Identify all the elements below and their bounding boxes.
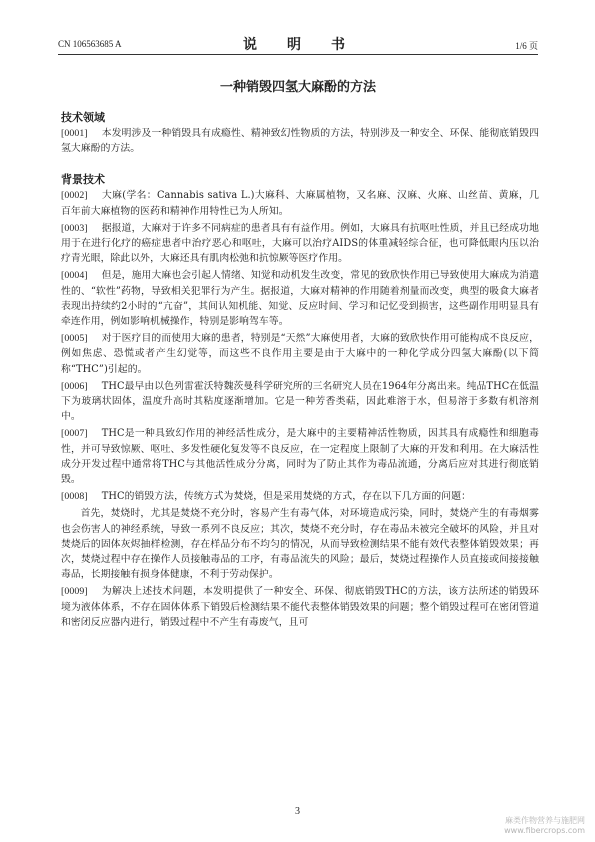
paragraph-text: THC最早由以色列雷霍沃特魏茨曼科学研究所的三名研究人员在1964年分离出来。纯品THC在低温下为玻璃状固体，温度升高时其粘度逐渐增加。它是一种芳香类萜，因此难溶于水，但易溶于多数有机溶剂中。 xyxy=(61,380,539,423)
paragraph-0008-continued: 首先，焚烧时，尤其是焚烧不充分时，容易产生有毒气体，对环境造成污染，同时，焚烧产生的有毒烟雾也会伤害人的神经系统，导致一系列不良反应；其次，焚烧不充分时，存在毒品未被完全破坏的风险，并且对焚烧后的固体灰烬抽样检测，存在样品分布不均匀的情况，从而导致检测结果不能有效代表整体销毁效果；再次，焚烧过程中存在操作人员接触毒品的工序，有毒品流失的风险；最后，焚烧过程操作人员直接或间接接触毒品，长期接触有损身体健康，不利于劳动保护。 xyxy=(61,508,539,581)
patent-number: CN 106563685 A xyxy=(58,39,122,49)
paragraph-text: 据报道，大麻对于许多不同病症的患者具有有益作用。例如，大麻具有抗呕吐性质，并且已经成功地用于在进行化疗的癌症患者中治疗恶心和呕吐，大麻可以治疗AIDS的体重减轻综合征，也可降低眼内压以治疗青光眼，除此以外，大麻还具有肌肉松弛和抗惊厥等医疗作用。 xyxy=(61,222,539,265)
paragraph-0004 xyxy=(61,268,539,329)
document-title: 一种销毁四氢大麻酚的方法 xyxy=(219,80,376,95)
paragraph-number: [0009] xyxy=(61,586,88,598)
paragraph-0007 xyxy=(61,426,539,487)
paragraph-text: 但是，施用大麻也会引起人情绪、知觉和动机发生改变，常见的致欣快作用已导致使用大麻成为消遣性的、“软性”药物，导致相关犯罪行为产生。据报道，大麻对精神的作用随着剂量而改变，典型的吸食大麻者表现出持续约2小时的“亢奋”，其间认知机能、知觉、反应时间、学习和记忆受到损害，这些副作用明显具有牵连作用，例如影响机械操作，特别是影响驾车等。 xyxy=(61,270,539,328)
paragraph-text: THC是一种具致幻作用的神经活性成分，是大麻中的主要精神活性物质，因其具有成瘾性和细胞毒性，并可导致惊厥、呕吐、多发性硬化复发等不良反应，在一定程度上限制了大麻的开发和利用。在大麻活性成分开发过程中通常将THC与其他活性成分分离，同时为了防止其作为毒品流通，分离后应对其进行彻底销毁。 xyxy=(61,428,539,486)
paragraph-number: [0001] xyxy=(61,128,88,139)
paragraph-text: THC的销毁方法，传统方式为焚烧，但是采用焚烧的方式，存在以下几方面的问题： xyxy=(101,491,471,503)
paragraph-number: [0002] xyxy=(61,190,88,202)
site-watermark xyxy=(504,816,585,836)
page-number: 3 xyxy=(295,806,300,817)
paragraph-number: [0008] xyxy=(61,491,88,503)
paragraph-0001 xyxy=(61,126,539,156)
paragraph-0009 xyxy=(61,584,539,630)
paragraph-0005 xyxy=(61,331,539,377)
paragraph-text: 为解决上述技术问题，本发明提供了一种安全、环保、彻底销毁THC的方法，该方法所述的销毁环境为液体体系，不存在固体体系下销毁后检测结果不能代表整体销毁效果的问题；整个销毁过程可在密闭管道和密闭反应器内进行，销毁过程中不产生有毒废气，且可 xyxy=(61,586,539,628)
paragraph-text: 大麻(学名：Cannabis sativa L.)大麻科、大麻属植物，又名麻、汉麻、火麻、山丝苗、黄麻，几百年前大麻植物的医药和精神作用特性已为人所知。 xyxy=(61,190,539,217)
section-heading-background: 背景技术 xyxy=(61,173,105,187)
watermark-url: www.fibercrops.com xyxy=(504,826,585,835)
paragraph-number: [0007] xyxy=(61,428,88,440)
paragraph-0006 xyxy=(61,379,539,425)
document-body xyxy=(61,110,539,632)
page-indicator: 1/6 页 xyxy=(515,41,538,51)
document-type: 说 明 书 xyxy=(243,37,353,53)
paragraph-0003 xyxy=(61,221,539,267)
paragraph-number: [0006] xyxy=(61,380,88,392)
paragraph-number: [0005] xyxy=(61,333,88,345)
watermark-site-name: 麻类作物营养与施肥网 xyxy=(505,816,585,825)
paragraph-text: 对于医疗目的而使用大麻的患者，特别是“天然”大麻使用者，大麻的致欣快作用可能构成不良反应，例如焦虑、恐慌或者产生幻觉等，而这些不良作用主要是由于大麻中的一种化学成分四氢大麻酚(以下简称“THC”)引起的。 xyxy=(61,333,539,375)
paragraph-number: [0004] xyxy=(61,270,88,282)
paragraph-text: 本发明涉及一种销毁具有成瘾性、精神致幻性物质的方法，特别涉及一种安全、环保、能彻底销毁四氢大麻酚的方法。 xyxy=(61,128,539,155)
paragraph-0008 xyxy=(61,489,539,504)
paragraph-0002 xyxy=(61,188,539,218)
page-header xyxy=(58,34,538,55)
paragraph-number: [0003] xyxy=(61,222,88,234)
section-heading-field: 技术领域 xyxy=(61,111,105,124)
